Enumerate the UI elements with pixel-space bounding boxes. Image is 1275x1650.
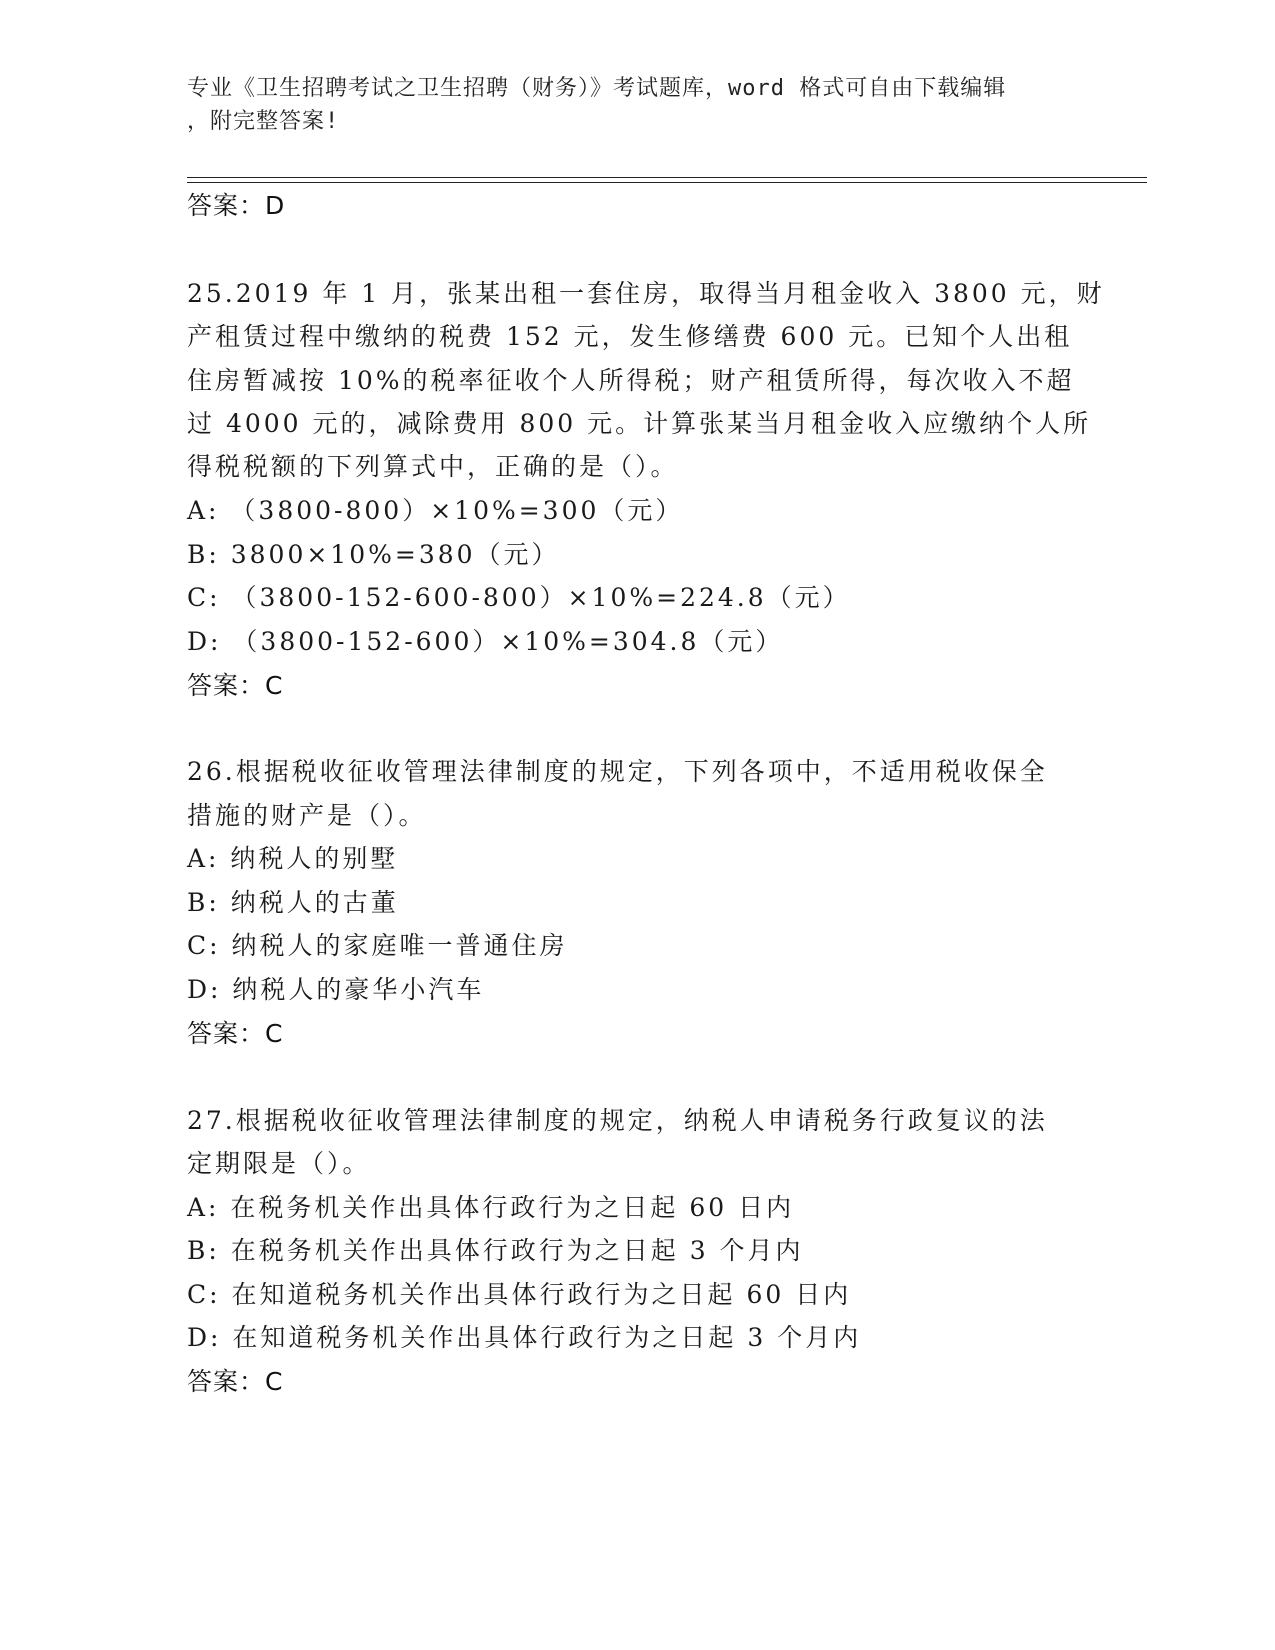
question-27-option-c: C: 在知道税务机关作出具体行政行为之日起 60 日内: [187, 1280, 852, 1309]
answer-previous: 答案：D: [187, 191, 286, 220]
question-27-answer: 答案：C: [187, 1367, 284, 1396]
question-25-option-b: B: 3800×10%=380（元）: [187, 540, 560, 569]
question-27-line-1: 27.根据税收征收管理法律制度的规定，纳税人申请税务行政复议的法: [187, 1106, 1048, 1135]
question-25-answer: 答案：C: [187, 671, 284, 700]
question-26-option-a: A: 纳税人的别墅: [187, 844, 399, 873]
question-26-option-d: D: 纳税人的豪华小汽车: [187, 975, 485, 1004]
question-25-option-d: D: （3800-152-600）×10%=304.8（元）: [187, 627, 784, 656]
question-26-line-2: 措施的财产是（）。: [187, 801, 427, 830]
question-25-line-5: 得税税额的下列算式中，正确的是（）。: [187, 452, 679, 481]
question-26-option-b: B: 纳税人的古董: [187, 888, 399, 917]
question-27-option-a: A: 在税务机关作出具体行政行为之日起 60 日内: [187, 1193, 795, 1222]
question-26-answer: 答案：C: [187, 1019, 284, 1048]
question-25-option-a: A: （3800-800）×10%=300（元）: [187, 496, 684, 525]
question-27-option-b: B: 在税务机关作出具体行政行为之日起 3 个月内: [187, 1236, 804, 1265]
question-26-option-c: C: 纳税人的家庭唯一普通住房: [187, 931, 568, 960]
header-divider-bottom: [187, 182, 1147, 183]
header-line-2: ，附完整答案!: [187, 109, 340, 134]
question-25-line-1: 25.2019 年 1 月，张某出租一套住房，取得当月租金收入 3800 元，财: [187, 279, 1105, 308]
question-25-option-c: C: （3800-152-600-800）×10%=224.8（元）: [187, 583, 851, 612]
question-27-line-2: 定期限是（）。: [187, 1149, 371, 1178]
question-25-line-2: 产租赁过程中缴纳的税费 152 元，发生修缮费 600 元。已知个人出租: [187, 322, 1073, 351]
document-header: [187, 72, 1067, 138]
question-25-line-3: 住房暂减按 10%的税率征收个人所得税；财产租赁所得，每次收入不超: [187, 366, 1075, 395]
header-line-1: 专业《卫生招聘考试之卫生招聘（财务）》考试题库，word 格式可自由下载编辑: [187, 76, 1007, 101]
question-27-option-d: D: 在知道税务机关作出具体行政行为之日起 3 个月内: [187, 1323, 862, 1352]
header-divider-top: [187, 177, 1147, 178]
question-25-line-4: 过 4000 元的，减除费用 800 元。计算张某当月租金收入应缴纳个人所: [187, 409, 1092, 438]
question-26-line-1: 26.根据税收征收管理法律制度的规定，下列各项中，不适用税收保全: [187, 757, 1048, 786]
